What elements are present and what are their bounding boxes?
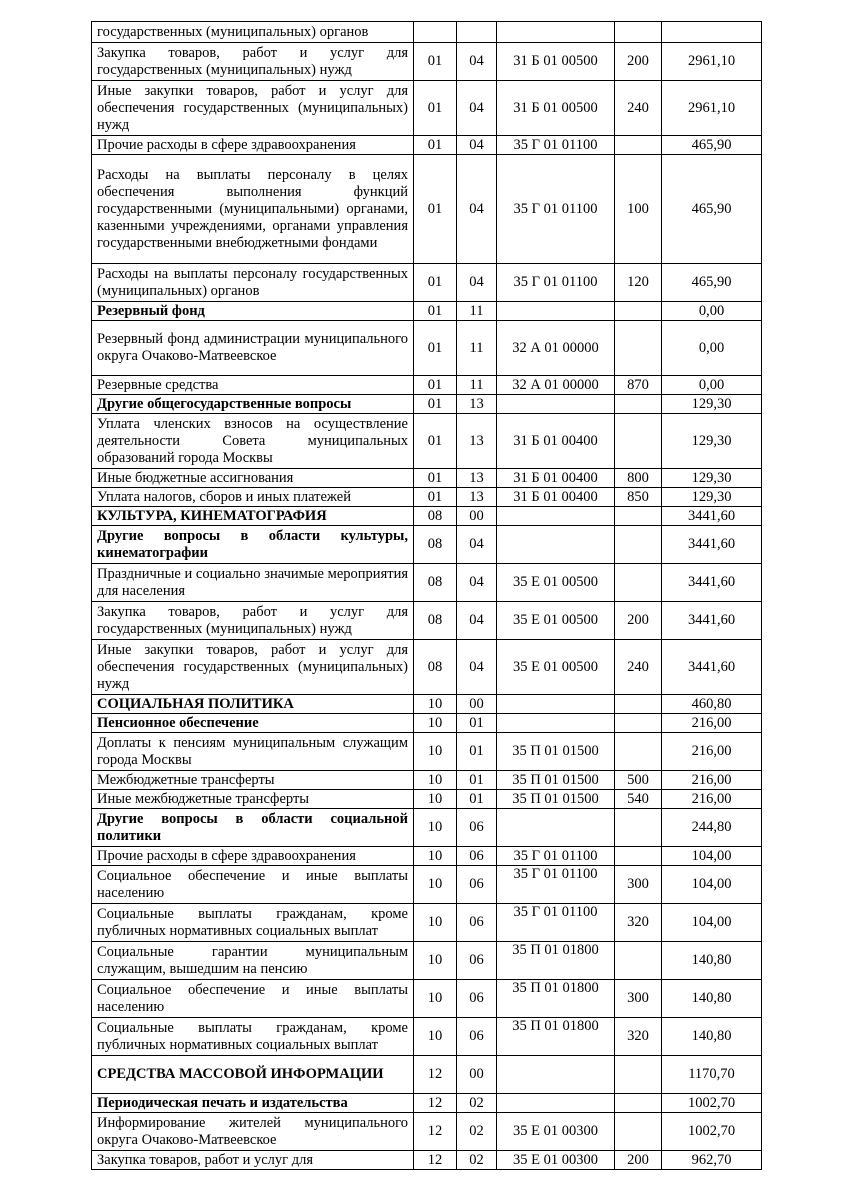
row-target-article-cell xyxy=(497,714,615,733)
row-name-cell: Расходы на выплаты персоналу государственных (муниципальных) органов xyxy=(92,264,414,302)
row-section-cell: 08 xyxy=(414,602,457,640)
row-subsection-cell: 11 xyxy=(457,376,497,395)
row-expense-type-cell xyxy=(615,302,662,321)
row-subsection-cell: 01 xyxy=(457,714,497,733)
row-expense-type-cell xyxy=(615,714,662,733)
table-row xyxy=(92,43,762,81)
row-target-article-cell xyxy=(497,809,615,847)
row-name-cell: Другие общегосударственные вопросы xyxy=(92,395,414,414)
row-subsection-cell: 11 xyxy=(457,321,497,376)
row-amount-cell: 3441,60 xyxy=(662,602,762,640)
row-subsection-cell: 00 xyxy=(457,507,497,526)
row-section-cell xyxy=(414,22,457,43)
row-name-cell: Пенсионное обеспечение xyxy=(92,714,414,733)
table-row xyxy=(92,376,762,395)
row-expense-type-cell: 240 xyxy=(615,81,662,136)
table-row xyxy=(92,264,762,302)
row-section-cell: 01 xyxy=(414,414,457,469)
row-expense-type-cell xyxy=(615,395,662,414)
row-target-article-cell: 32 А 01 00000 xyxy=(497,376,615,395)
table-row xyxy=(92,771,762,790)
row-expense-type-cell: 120 xyxy=(615,264,662,302)
table-row xyxy=(92,81,762,136)
row-subsection-cell: 04 xyxy=(457,564,497,602)
row-subsection-cell: 01 xyxy=(457,790,497,809)
row-subsection-cell: 06 xyxy=(457,847,497,866)
row-subsection-cell: 06 xyxy=(457,1018,497,1056)
row-target-article-cell xyxy=(497,526,615,564)
row-amount-cell: 0,00 xyxy=(662,302,762,321)
row-amount-cell: 140,80 xyxy=(662,942,762,980)
row-name-cell: Уплата членских взносов на осуществление деятельности Совета муниципальных образований города Москвы xyxy=(92,414,414,469)
row-target-article-cell: 35 Е 01 00300 xyxy=(497,1151,615,1170)
row-amount-cell: 962,70 xyxy=(662,1151,762,1170)
row-amount-cell: 129,30 xyxy=(662,414,762,469)
row-target-article-cell: 35 Е 01 00500 xyxy=(497,564,615,602)
row-expense-type-cell xyxy=(615,22,662,43)
row-amount-cell: 1002,70 xyxy=(662,1094,762,1113)
row-amount-cell: 104,00 xyxy=(662,866,762,904)
table-row xyxy=(92,155,762,264)
row-expense-type-cell xyxy=(615,733,662,771)
row-expense-type-cell xyxy=(615,942,662,980)
row-name-cell: Закупка товаров, работ и услуг для государственных (муниципальных) нужд xyxy=(92,43,414,81)
row-name-cell: Социальные выплаты гражданам, кроме публичных нормативных социальных выплат xyxy=(92,904,414,942)
table-row xyxy=(92,1018,762,1056)
row-target-article-cell: 31 Б 01 00400 xyxy=(497,414,615,469)
row-expense-type-cell xyxy=(615,136,662,155)
row-name-cell: Прочие расходы в сфере здравоохранения xyxy=(92,847,414,866)
row-expense-type-cell xyxy=(615,414,662,469)
row-subsection-cell: 02 xyxy=(457,1113,497,1151)
row-name-cell: Социальное обеспечение и иные выплаты населению xyxy=(92,980,414,1018)
row-subsection-cell: 13 xyxy=(457,469,497,488)
row-target-article-cell: 35 Г 01 01100 xyxy=(497,866,615,904)
budget-table xyxy=(91,21,762,1170)
row-expense-type-cell: 200 xyxy=(615,43,662,81)
row-target-article-cell xyxy=(497,695,615,714)
row-section-cell: 01 xyxy=(414,136,457,155)
row-subsection-cell: 02 xyxy=(457,1094,497,1113)
row-target-article-cell: 32 А 01 00000 xyxy=(497,321,615,376)
row-expense-type-cell xyxy=(615,695,662,714)
table-row xyxy=(92,507,762,526)
row-section-cell: 10 xyxy=(414,866,457,904)
row-section-cell: 10 xyxy=(414,847,457,866)
row-amount-cell: 1170,70 xyxy=(662,1056,762,1094)
row-section-cell: 10 xyxy=(414,904,457,942)
row-name-cell: Межбюджетные трансферты xyxy=(92,771,414,790)
row-subsection-cell: 04 xyxy=(457,81,497,136)
row-target-article-cell: 35 П 01 01500 xyxy=(497,771,615,790)
table-row xyxy=(92,1151,762,1170)
row-name-cell: Другие вопросы в области социальной политики xyxy=(92,809,414,847)
row-subsection-cell: 04 xyxy=(457,264,497,302)
table-row xyxy=(92,1056,762,1094)
row-subsection-cell: 06 xyxy=(457,980,497,1018)
table-row xyxy=(92,733,762,771)
row-section-cell: 01 xyxy=(414,155,457,264)
row-name-cell: Закупка товаров, работ и услуг для государственных (муниципальных) нужд xyxy=(92,602,414,640)
row-expense-type-cell: 300 xyxy=(615,866,662,904)
row-amount-cell: 129,30 xyxy=(662,395,762,414)
table-row xyxy=(92,1094,762,1113)
row-target-article-cell xyxy=(497,22,615,43)
row-expense-type-cell xyxy=(615,847,662,866)
row-amount-cell: 3441,60 xyxy=(662,640,762,695)
row-amount-cell: 465,90 xyxy=(662,136,762,155)
table-row xyxy=(92,790,762,809)
row-target-article-cell: 35 П 01 01800 xyxy=(497,980,615,1018)
row-section-cell: 01 xyxy=(414,302,457,321)
table-row xyxy=(92,22,762,43)
row-subsection-cell: 06 xyxy=(457,866,497,904)
row-section-cell: 01 xyxy=(414,43,457,81)
row-name-cell: Иные закупки товаров, работ и услуг для обеспечения государственных (муниципальных) нужд xyxy=(92,81,414,136)
table-row xyxy=(92,980,762,1018)
row-expense-type-cell xyxy=(615,564,662,602)
table-row xyxy=(92,847,762,866)
row-section-cell: 08 xyxy=(414,640,457,695)
table-row xyxy=(92,469,762,488)
row-amount-cell: 1002,70 xyxy=(662,1113,762,1151)
row-subsection-cell: 04 xyxy=(457,526,497,564)
row-amount-cell: 129,30 xyxy=(662,488,762,507)
row-amount-cell: 244,80 xyxy=(662,809,762,847)
row-subsection-cell: 01 xyxy=(457,733,497,771)
row-name-cell: Доплаты к пенсиям муниципальным служащим города Москвы xyxy=(92,733,414,771)
table-row xyxy=(92,564,762,602)
row-amount-cell: 216,00 xyxy=(662,733,762,771)
row-amount-cell xyxy=(662,22,762,43)
row-target-article-cell: 35 Е 01 00300 xyxy=(497,1113,615,1151)
row-section-cell: 01 xyxy=(414,81,457,136)
row-section-cell: 01 xyxy=(414,395,457,414)
row-amount-cell: 216,00 xyxy=(662,790,762,809)
table-row xyxy=(92,321,762,376)
table-row xyxy=(92,488,762,507)
row-amount-cell: 104,00 xyxy=(662,904,762,942)
row-target-article-cell: 35 П 01 01500 xyxy=(497,733,615,771)
row-section-cell: 01 xyxy=(414,488,457,507)
row-section-cell: 10 xyxy=(414,790,457,809)
table-row xyxy=(92,602,762,640)
row-section-cell: 10 xyxy=(414,695,457,714)
row-section-cell: 12 xyxy=(414,1113,457,1151)
table-row xyxy=(92,136,762,155)
row-subsection-cell: 06 xyxy=(457,904,497,942)
row-subsection-cell: 04 xyxy=(457,136,497,155)
table-row xyxy=(92,695,762,714)
row-subsection-cell: 02 xyxy=(457,1151,497,1170)
table-row xyxy=(92,714,762,733)
row-expense-type-cell: 500 xyxy=(615,771,662,790)
row-section-cell: 08 xyxy=(414,564,457,602)
row-amount-cell: 0,00 xyxy=(662,321,762,376)
table-body xyxy=(92,22,762,1170)
row-section-cell: 10 xyxy=(414,809,457,847)
row-name-cell: Социальное обеспечение и иные выплаты населению xyxy=(92,866,414,904)
row-amount-cell: 3441,60 xyxy=(662,564,762,602)
row-name-cell: Социальные гарантии муниципальным служащим, вышедшим на пенсию xyxy=(92,942,414,980)
row-name-cell: Резервные средства xyxy=(92,376,414,395)
row-section-cell: 01 xyxy=(414,469,457,488)
table-row xyxy=(92,395,762,414)
row-target-article-cell: 31 Б 01 00500 xyxy=(497,81,615,136)
row-subsection-cell: 11 xyxy=(457,302,497,321)
row-section-cell: 12 xyxy=(414,1151,457,1170)
row-expense-type-cell xyxy=(615,809,662,847)
row-expense-type-cell: 540 xyxy=(615,790,662,809)
row-section-cell: 01 xyxy=(414,376,457,395)
row-amount-cell: 460,80 xyxy=(662,695,762,714)
row-amount-cell: 104,00 xyxy=(662,847,762,866)
row-amount-cell: 216,00 xyxy=(662,771,762,790)
row-section-cell: 08 xyxy=(414,507,457,526)
row-subsection-cell: 04 xyxy=(457,155,497,264)
row-expense-type-cell xyxy=(615,507,662,526)
row-target-article-cell xyxy=(497,1056,615,1094)
row-amount-cell: 2961,10 xyxy=(662,43,762,81)
row-section-cell: 10 xyxy=(414,733,457,771)
row-amount-cell: 465,90 xyxy=(662,264,762,302)
row-expense-type-cell: 200 xyxy=(615,602,662,640)
row-name-cell: Расходы на выплаты персоналу в целях обеспечения выполнения функций государственными (муниципальными) органами, казенными учреждениями, органами управления государственными внебюджетными фондами xyxy=(92,155,414,264)
row-expense-type-cell xyxy=(615,1094,662,1113)
row-target-article-cell xyxy=(497,1094,615,1113)
row-subsection-cell: 01 xyxy=(457,771,497,790)
row-subsection-cell: 00 xyxy=(457,695,497,714)
row-section-cell: 01 xyxy=(414,321,457,376)
row-amount-cell: 3441,60 xyxy=(662,526,762,564)
row-section-cell: 10 xyxy=(414,980,457,1018)
row-expense-type-cell: 870 xyxy=(615,376,662,395)
row-name-cell: государственных (муниципальных) органов xyxy=(92,22,414,43)
row-expense-type-cell xyxy=(615,1113,662,1151)
row-section-cell: 12 xyxy=(414,1056,457,1094)
row-target-article-cell: 35 Е 01 00500 xyxy=(497,602,615,640)
row-name-cell: Резервный фонд администрации муниципального округа Очаково-Матвеевское xyxy=(92,321,414,376)
table-row xyxy=(92,866,762,904)
row-subsection-cell: 00 xyxy=(457,1056,497,1094)
row-name-cell: Иные межбюджетные трансферты xyxy=(92,790,414,809)
row-target-article-cell xyxy=(497,302,615,321)
table-row xyxy=(92,809,762,847)
row-subsection-cell: 13 xyxy=(457,488,497,507)
row-target-article-cell: 31 Б 01 00500 xyxy=(497,43,615,81)
row-name-cell: Уплата налогов, сборов и иных платежей xyxy=(92,488,414,507)
row-expense-type-cell: 200 xyxy=(615,1151,662,1170)
row-amount-cell: 140,80 xyxy=(662,1018,762,1056)
table-row xyxy=(92,904,762,942)
row-subsection-cell xyxy=(457,22,497,43)
row-name-cell: СРЕДСТВА МАССОВОЙ ИНФОРМАЦИИ xyxy=(92,1056,414,1094)
table-row xyxy=(92,302,762,321)
row-section-cell: 01 xyxy=(414,264,457,302)
row-amount-cell: 3441,60 xyxy=(662,507,762,526)
row-target-article-cell: 35 П 01 01800 xyxy=(497,942,615,980)
row-name-cell: Праздничные и социально значимые мероприятия для населения xyxy=(92,564,414,602)
row-target-article-cell: 35 Г 01 01100 xyxy=(497,155,615,264)
row-expense-type-cell: 240 xyxy=(615,640,662,695)
row-subsection-cell: 04 xyxy=(457,640,497,695)
row-subsection-cell: 13 xyxy=(457,395,497,414)
row-target-article-cell: 31 Б 01 00400 xyxy=(497,469,615,488)
row-name-cell: Иные закупки товаров, работ и услуг для обеспечения государственных (муниципальных) нужд xyxy=(92,640,414,695)
row-expense-type-cell xyxy=(615,1056,662,1094)
row-name-cell: Периодическая печать и издательства xyxy=(92,1094,414,1113)
row-target-article-cell: 35 Г 01 01100 xyxy=(497,136,615,155)
row-target-article-cell: 31 Б 01 00400 xyxy=(497,488,615,507)
row-amount-cell: 140,80 xyxy=(662,980,762,1018)
row-amount-cell: 2961,10 xyxy=(662,81,762,136)
row-name-cell: КУЛЬТУРА, КИНЕМАТОГРАФИЯ xyxy=(92,507,414,526)
row-expense-type-cell: 800 xyxy=(615,469,662,488)
row-target-article-cell: 35 П 01 01500 xyxy=(497,790,615,809)
row-name-cell: Резервный фонд xyxy=(92,302,414,321)
row-target-article-cell: 35 Г 01 01100 xyxy=(497,904,615,942)
row-target-article-cell: 35 Г 01 01100 xyxy=(497,847,615,866)
table-row xyxy=(92,1113,762,1151)
row-target-article-cell: 35 Г 01 01100 xyxy=(497,264,615,302)
row-section-cell: 12 xyxy=(414,1094,457,1113)
row-subsection-cell: 13 xyxy=(457,414,497,469)
row-name-cell: СОЦИАЛЬНАЯ ПОЛИТИКА xyxy=(92,695,414,714)
table-row xyxy=(92,414,762,469)
row-expense-type-cell: 850 xyxy=(615,488,662,507)
row-target-article-cell xyxy=(497,507,615,526)
row-name-cell: Прочие расходы в сфере здравоохранения xyxy=(92,136,414,155)
row-name-cell: Информирование жителей муниципального округа Очаково-Матвеевское xyxy=(92,1113,414,1151)
row-target-article-cell: 35 П 01 01800 xyxy=(497,1018,615,1056)
row-name-cell: Иные бюджетные ассигнования xyxy=(92,469,414,488)
row-name-cell: Социальные выплаты гражданам, кроме публичных нормативных социальных выплат xyxy=(92,1018,414,1056)
row-subsection-cell: 04 xyxy=(457,602,497,640)
table-row xyxy=(92,942,762,980)
row-expense-type-cell: 320 xyxy=(615,904,662,942)
table-row xyxy=(92,640,762,695)
row-expense-type-cell: 300 xyxy=(615,980,662,1018)
row-amount-cell: 129,30 xyxy=(662,469,762,488)
table-row xyxy=(92,526,762,564)
row-subsection-cell: 04 xyxy=(457,43,497,81)
row-section-cell: 10 xyxy=(414,942,457,980)
row-amount-cell: 465,90 xyxy=(662,155,762,264)
row-target-article-cell: 35 Е 01 00500 xyxy=(497,640,615,695)
row-subsection-cell: 06 xyxy=(457,942,497,980)
row-amount-cell: 216,00 xyxy=(662,714,762,733)
row-section-cell: 08 xyxy=(414,526,457,564)
row-target-article-cell xyxy=(497,395,615,414)
row-name-cell: Другие вопросы в области культуры, кинематографии xyxy=(92,526,414,564)
row-expense-type-cell: 320 xyxy=(615,1018,662,1056)
row-name-cell: Закупка товаров, работ и услуг для xyxy=(92,1151,414,1170)
row-expense-type-cell: 100 xyxy=(615,155,662,264)
row-amount-cell: 0,00 xyxy=(662,376,762,395)
row-section-cell: 10 xyxy=(414,714,457,733)
row-section-cell: 10 xyxy=(414,771,457,790)
row-section-cell: 10 xyxy=(414,1018,457,1056)
row-expense-type-cell xyxy=(615,321,662,376)
row-expense-type-cell xyxy=(615,526,662,564)
row-subsection-cell: 06 xyxy=(457,809,497,847)
